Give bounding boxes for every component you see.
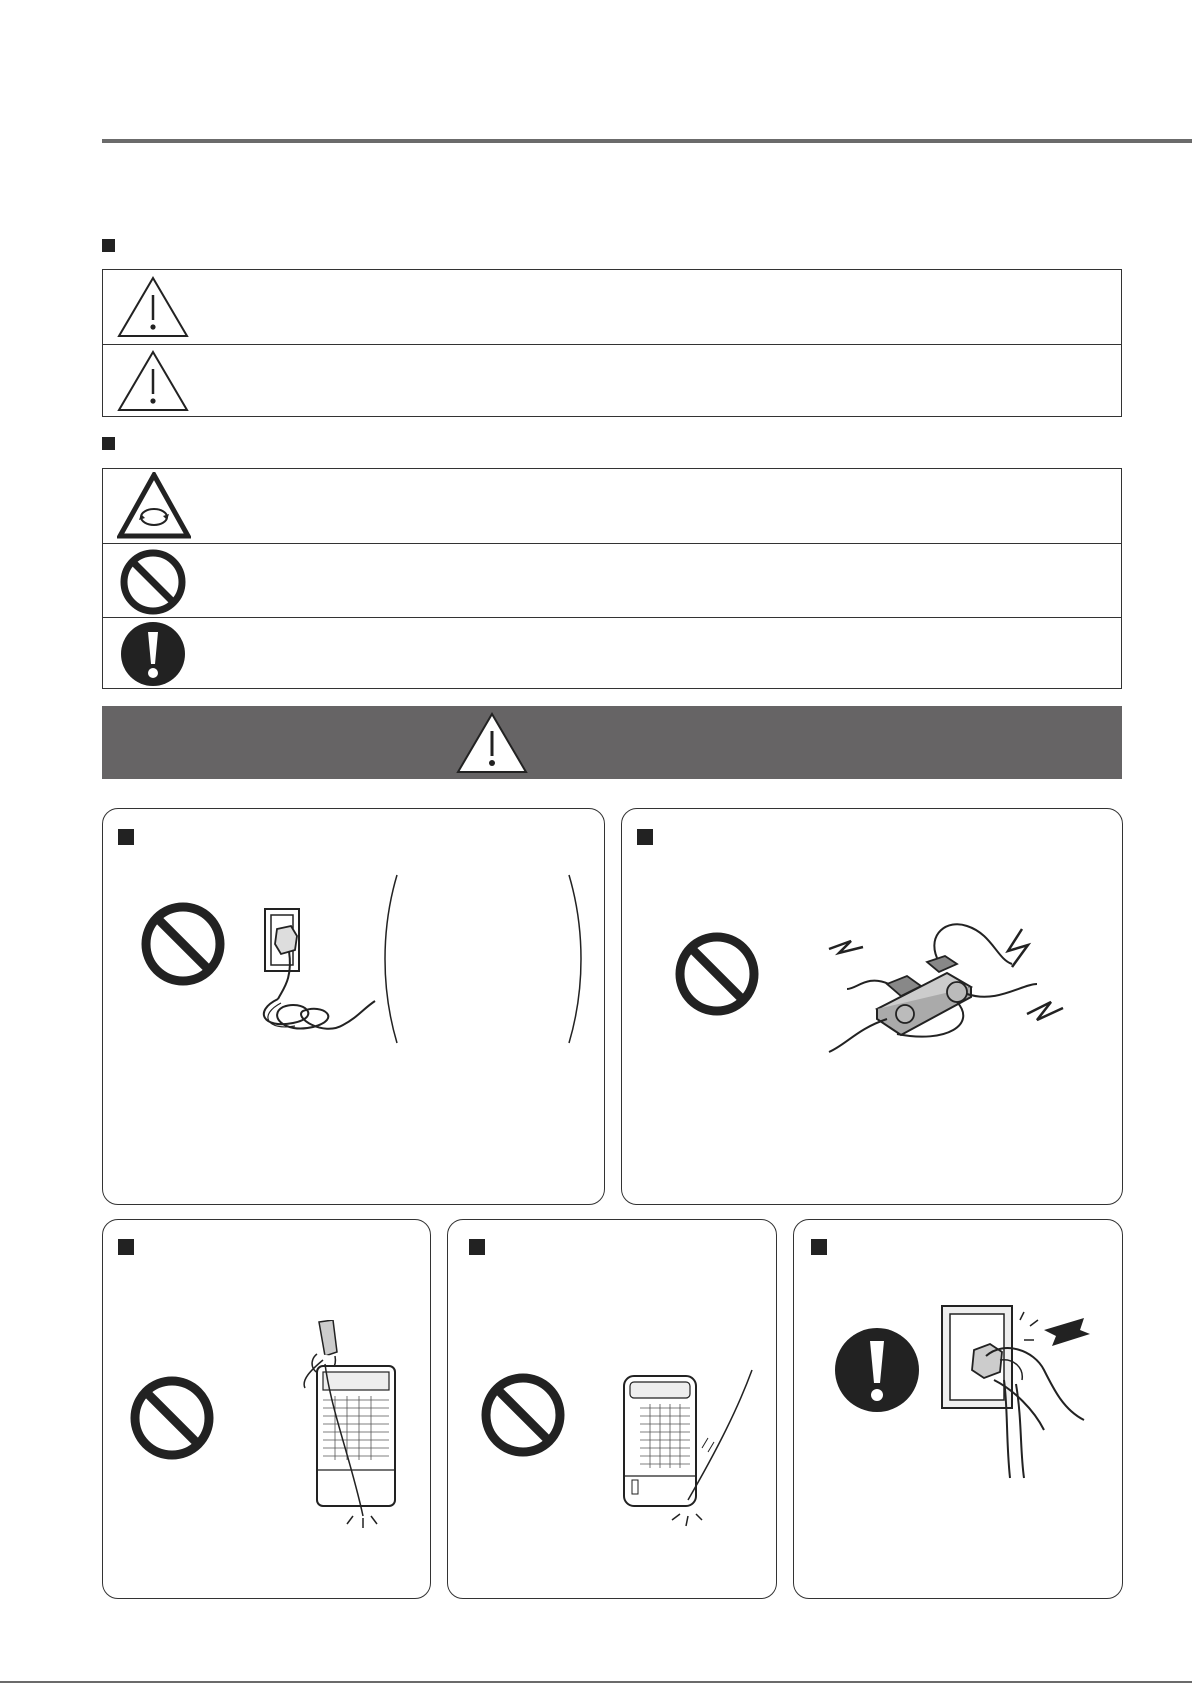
panel-marker bbox=[811, 1239, 827, 1255]
prohibition-icon bbox=[138, 899, 228, 989]
prohibition-icon bbox=[478, 1370, 568, 1460]
panel-marker bbox=[118, 1239, 134, 1255]
footer-rule bbox=[0, 1681, 1192, 1683]
coiled-power-cord-illustration bbox=[253, 899, 383, 1049]
mandatory-action-icon bbox=[117, 620, 189, 688]
prohibition-icon bbox=[672, 929, 762, 1019]
panel-unit-tipping bbox=[447, 1219, 777, 1599]
symbols-legend-table bbox=[102, 468, 1122, 689]
cord-pulled-over-unit-illustration bbox=[291, 1320, 411, 1530]
overloaded-power-strip-illustration bbox=[817, 914, 1067, 1074]
legend-row-prohibition bbox=[103, 543, 1121, 617]
prohibition-icon bbox=[127, 1373, 217, 1463]
header-rule bbox=[102, 139, 1192, 143]
legend-row-warning bbox=[103, 270, 1121, 344]
panel-marker bbox=[469, 1239, 485, 1255]
plug-insert-firmly-illustration bbox=[934, 1300, 1114, 1480]
severity-legend-table bbox=[102, 269, 1122, 417]
warning-banner bbox=[102, 706, 1122, 779]
caution-triangle-icon bbox=[117, 349, 189, 413]
warning-triangle-icon bbox=[456, 711, 528, 775]
panel-cord-over-unit bbox=[102, 1219, 431, 1599]
warning-triangle-icon bbox=[117, 275, 189, 339]
prohibition-icon bbox=[117, 548, 189, 616]
legend-row-caution bbox=[103, 344, 1121, 416]
note-brackets bbox=[383, 869, 583, 1049]
panel-marker bbox=[637, 829, 653, 845]
legend-row-rotation bbox=[103, 469, 1121, 543]
mandatory-action-icon bbox=[832, 1325, 922, 1415]
panel-overloaded-outlet bbox=[621, 808, 1123, 1205]
section-marker-severity bbox=[102, 239, 115, 252]
legend-row-mandatory bbox=[103, 617, 1121, 688]
section-marker-symbols bbox=[102, 437, 115, 450]
panel-marker bbox=[118, 829, 134, 845]
panel-plug-insert bbox=[793, 1219, 1123, 1599]
panel-coiled-cord bbox=[102, 808, 605, 1205]
unit-tipping-illustration bbox=[618, 1368, 768, 1548]
rotation-warning-icon bbox=[117, 472, 191, 540]
